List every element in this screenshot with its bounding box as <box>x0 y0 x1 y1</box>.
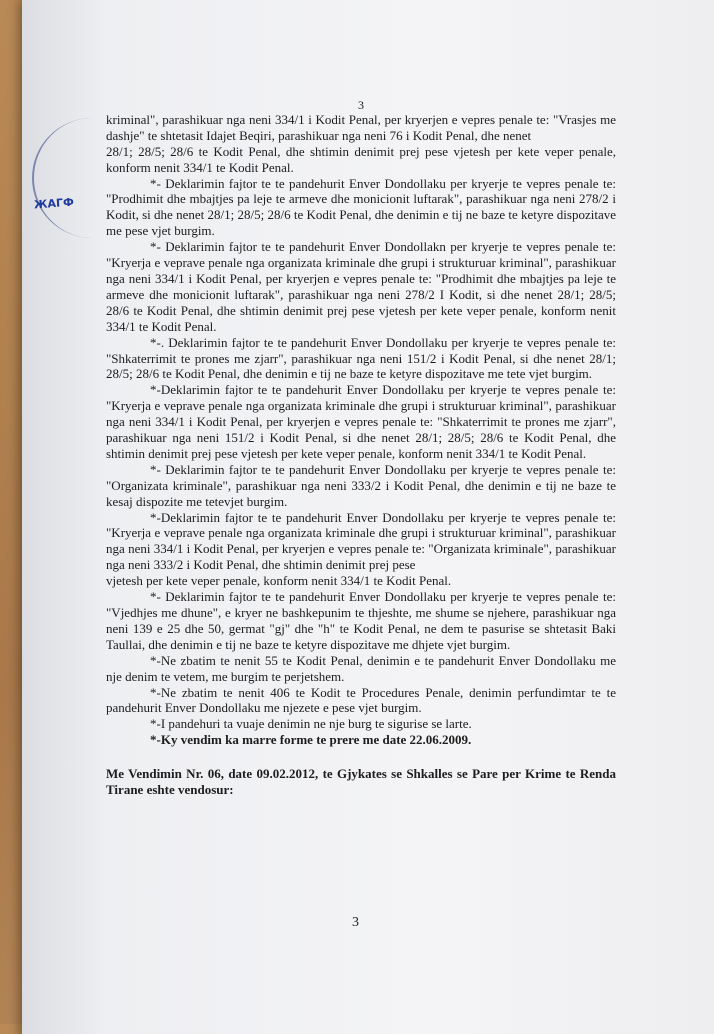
paragraph-11: *-Ne zbatim te nenit 55 te Kodit Penal, denimin e te pandehurit Enver Dondollaku me nje denim te vetem, me burgim te perjetshem. <box>106 652 616 684</box>
paragraph-2: 28/1; 28/5; 28/6 te Kodit Penal, dhe shtimin denimit prej pese vjetesh per kete veper penale, konform nenit 334/1 te Kodit Penal. <box>106 143 616 175</box>
paragraph-8: *-Deklarimin fajtor te te pandehurit Enver Dondollaku per kryerje te vepres penale te: "Kryerja e veprave penale nga organizata kriminale dhe grupi i strukturuar kriminal", parashikuar nga neni 334/1 i Kodit Penal, per kryerjen e vepres penale te: "Organizata kriminale", parashikuar nga neni 333/2 i Kodit Penal, dhe shtimin denimit prej pese <box>106 509 616 573</box>
document-body <box>106 98 616 798</box>
paragraph-12: *-Ne zbatim te nenit 406 te Kodit te Procedures Penale, denimin perfundimtar te te pandehurit Enver Dondollaku me njezete e pese vjet burgim. <box>106 684 616 716</box>
paragraph-3: *- Deklarimin fajtor te te pandehurit Enver Dondollaku per kryerje te vepres penale te: "Prodhimit dhe mbajtjes pa leje te armeve dhe monicionit luftarak", parashikuar nga neni 278/2 i Kodit, si dhe nenet 28/1; 28/5; 28/6 te Kodit Penal, dhe denimin e tij ne baze te ketyre dispozitave me pese vjet burgim. <box>106 175 616 239</box>
paragraph-7: *- Deklarimin fajtor te te pandehurit Enver Dondollaku per kryerje te vepres penale te: "Organizata kriminale", parashikuar nga neni 333/2 i Kodit Penal, dhe denimin e tij ne baze te kesaj dispozite me tetevjet burgim. <box>106 461 616 509</box>
spacer <box>106 748 616 766</box>
stamp-text: ЖАГФ <box>33 195 75 212</box>
paragraph-9: vjetesh per kete veper penale, konform nenit 334/1 te Kodit Penal. <box>106 573 452 589</box>
closing-statement: Me Vendimin Nr. 06, date 09.02.2012, te Gjykates se Shkalles se Pare per Krime te Renda Tirane eshte vendosur: <box>106 766 616 798</box>
paragraph-5: *-. Deklarimin fajtor te te pandehurit Enver Dondollaku per kryerje te vepres penale te: "Shkaterrimit te prones me zjarr", parashikuar nga neni 151/2 i Kodit Penal, si dhe nenet 28/1; 28/5; 28/6 te Kodit Penal, dhe denimin e tij ne baze te ketyre dispozitave me tete vjet burgim. <box>106 334 616 382</box>
paragraph-4: *- Deklarimin fajtor te te pandehurit Enver Dondollakn per kryerje te vepres penale te: "Kryerja e veprave penale nga organizata kriminale dhe grupi i strukturuar kriminal", parashikuar nga neni 334/1 i Kodit Penal, per kryerjen e vepres penale te: "Prodhimit dhe mbajtjes pa leje te armeve dhe monicionit luftarak", parashikuar nga neni 278/2 I Kodit, si dhe nenet 28/1; 28/5; 28/6 te Kodit Penal, dhe shtimin denimit prej pese vjetesh per kete veper penale, konform nenit 334/1 te Kodit Penal. <box>106 239 616 334</box>
paragraph-13: *-I pandehuri ta vuaje denimin ne nje burg te sigurise se larte. <box>150 716 472 732</box>
page-number-bottom: 3 <box>352 915 359 930</box>
paragraph-10: *- Deklarimin fajtor te te pandehurit Enver Dondollaku per kryerje te vepres penale te: "Vjedhjes me dhune", e kryer ne bashkepunim te thjeshte, me shume se njehere, parashikuar nga neni 139 e 25 dhe 50, germat "gj" dhe "h" te Kodit Penal, ne dem te pasurise se shtetasit Baki Taullai, dhe denimin e tij ne baze te ketyre dispozitave me dhjete vjet burgim. <box>106 589 616 652</box>
page-number-top: 3 <box>358 98 364 112</box>
paragraph-6: *-Deklarimin fajtor te te pandehurit Enver Dondollaku per kryerje te vepres penale te: "Kryerja e veprave penale nga organizata kriminale dhe grupi i strukturuar kriminal", parashikuar nga neni 334/1 i Kodit Penal, per kryerjen e vepres penale te: "Shkaterrimit te prones me zjarr", parashikuar nga neni 151/2 i Kodit Penal, si dhe nenet 28/1; 28/5; 28/6 te Kodit Penal, dhe shtimin denimit prej pese vjetesh per kete veper penale, konform nenit 334/1 te Kodit Penal. <box>106 382 616 461</box>
paragraph-14: *-Ky vendim ka marre forme te prere me date 22.06.2009. <box>150 732 472 748</box>
paragraph-1: kriminal", parashikuar nga neni 334/1 i Kodit Penal, per kryerjen e vepres penale te: "Vrasjes me dashje" te shtetasit Idajet Beqiri, parashikuar nga neni 76 i Kodit Penal, dhe nenet <box>106 111 616 143</box>
